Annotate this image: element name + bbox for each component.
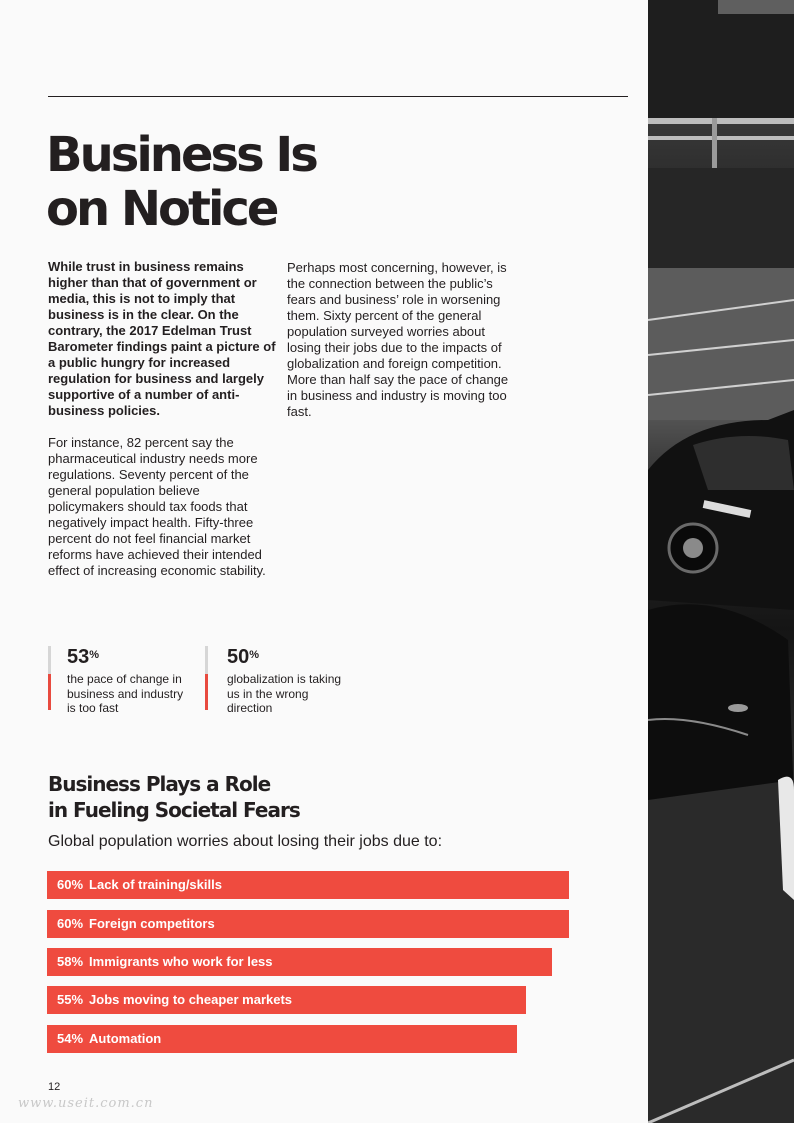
chart-bar-label: Jobs moving to cheaper markets — [89, 992, 293, 1007]
chart-bar-label: Immigrants who work for less — [89, 954, 273, 969]
photo-illustration — [648, 0, 794, 1123]
stat-description: globalization is taking us in the wrong direction — [227, 672, 342, 715]
chart-heading — [48, 771, 300, 823]
chart-bar — [47, 871, 569, 899]
chart-bar — [47, 1025, 517, 1053]
chart-bar — [47, 910, 569, 938]
chart-bar — [47, 948, 552, 976]
chart-heading-line-2: in Fueling Societal Fears — [48, 798, 300, 822]
stat-bar-accent — [48, 674, 51, 710]
title-line-1: Business Is — [46, 127, 316, 183]
body-paragraph-3: Perhaps most concerning, however, is the connection between the public’s fears and business’ role in worsening them. Sixty percent of the general population surveyed worries about losing their jobs due to the impacts of globalization and foreign competition. More than half say the pace of change in business and industry is moving too fast. — [287, 260, 509, 419]
chart-lede: Global population worries about losing their jobs due to: — [48, 833, 443, 850]
stat-description: the pace of change in business and industry is too fast — [67, 672, 184, 715]
intro-paragraph: While trust in business remains higher than that of government or media, this is not to imply that business is in the clear. On the contrary, the 2017 Edelman Trust Barometer findings paint a picture of a public hungry for increased regulation for business and largely supportive of a number of anti-business policies. — [48, 259, 276, 418]
stat-value: 50% — [227, 646, 260, 668]
left-column — [48, 259, 276, 595]
page-title — [46, 128, 316, 236]
right-column — [287, 260, 515, 436]
chart-bar-value: 54% — [57, 1031, 84, 1046]
stat-bar-accent — [205, 674, 208, 710]
body-paragraph-2: For instance, 82 percent say the pharmaceutical industry needs more regulations. Seventy percent of the general population believe policymakers should tax foods that negatively impact health. Fifty-three percent do not feel financial market reforms have achieved their intended effect of increasing economic stability. — [48, 435, 266, 578]
chart-bar-label: Foreign competitors — [89, 916, 215, 931]
stat-value: 53% — [67, 646, 100, 668]
chart-bar — [47, 986, 526, 1014]
watermark: www.useit.com.cn — [18, 1096, 154, 1111]
title-line-2: on Notice — [46, 181, 277, 237]
chart-bar-value: 60% — [57, 916, 84, 931]
top-rule — [48, 96, 628, 97]
chart-heading-line-1: Business Plays a Role — [48, 772, 271, 796]
chart-bar-label: Lack of training/skills — [89, 877, 222, 892]
chart-bar-label: Automation — [89, 1031, 162, 1046]
chart-bar-value: 55% — [57, 992, 84, 1007]
parked-cars-photo — [648, 0, 794, 1123]
chart-bar-value: 58% — [57, 954, 84, 969]
page-number: 12 — [48, 1081, 61, 1093]
chart-bar-value: 60% — [57, 877, 84, 892]
